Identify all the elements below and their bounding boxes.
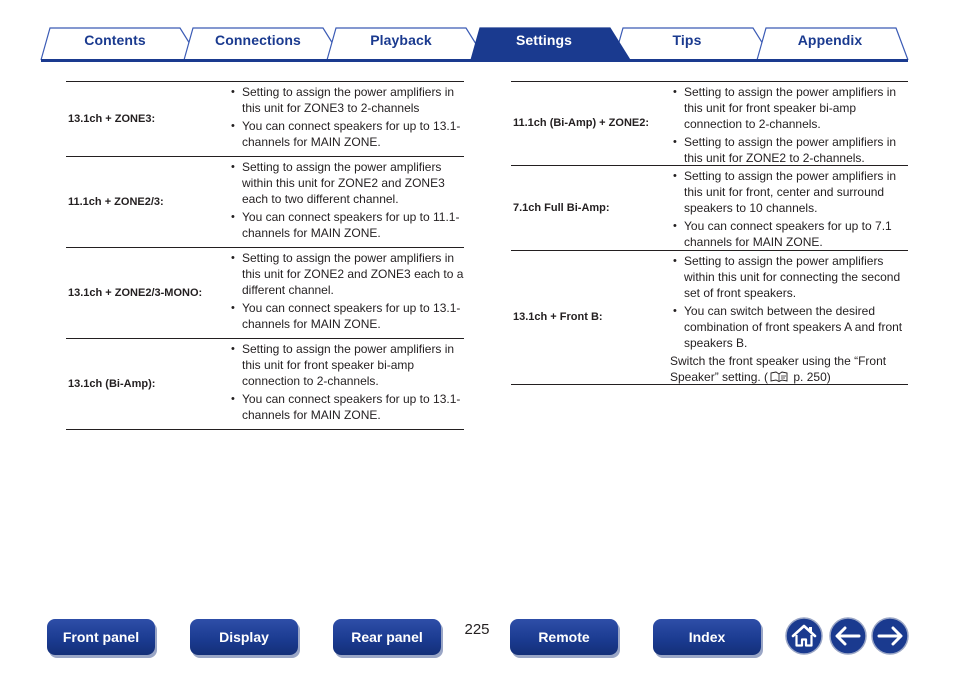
bullet-item: • You can connect speakers for up to 7.1 channels for MAIN ZONE. — [670, 218, 908, 250]
row-label: 13.1ch (Bi-Amp): — [68, 377, 156, 390]
arrow-left-icon[interactable] — [829, 617, 867, 655]
tab-tips[interactable]: Tips — [672, 32, 702, 48]
tab-bar-baseline — [41, 59, 908, 62]
rear-panel-button[interactable]: Rear panel — [333, 619, 441, 655]
note-text-prefix: Switch the front speaker using the “Front Speaker” setting. ( — [670, 354, 887, 384]
book-pointer-icon[interactable] — [770, 371, 788, 382]
bullet-item: • Setting to assign the power amplifiers in this unit for front speaker bi-amp connection to 2-channels. — [670, 84, 908, 132]
tab-contents[interactable]: Contents — [84, 32, 146, 48]
row-description — [228, 248, 464, 338]
row-description — [670, 82, 908, 165]
row-description — [228, 157, 464, 247]
bullet-item: • Setting to assign the power amplifiers in this unit for front, center and surround speakers to 10 channels. — [670, 168, 908, 216]
bullet-item: • You can connect speakers for up to 13.1-channels for MAIN ZONE. — [228, 118, 464, 150]
row-label: 11.1ch (Bi-Amp) + ZONE2: — [513, 117, 650, 129]
table-row — [66, 339, 464, 430]
bullet-item: • Setting to assign the power amplifiers within this unit for connecting the second set of front speakers. — [670, 253, 908, 301]
arrow-right-icon[interactable] — [871, 617, 909, 655]
row-description — [228, 339, 464, 429]
index-button[interactable]: Index — [653, 619, 761, 655]
bullet-item: • Setting to assign the power amplifiers within this unit for ZONE2 and ZONE3 each to two different channel. — [228, 159, 464, 207]
row-label: 11.1ch + ZONE2/3: — [68, 195, 164, 208]
top-tab-bar — [0, 0, 954, 64]
table-row — [511, 166, 908, 251]
tab-appendix[interactable]: Appendix — [797, 32, 863, 48]
bullet-item: • You can connect speakers for up to 11.1-channels for MAIN ZONE. — [228, 209, 464, 241]
table-row — [66, 157, 464, 248]
right-settings-table — [511, 81, 908, 385]
tab-playback[interactable]: Playback — [370, 32, 432, 48]
row-label: 13.1ch + Front B: — [513, 311, 603, 323]
bullet-item: • You can connect speakers for up to 13.1-channels for MAIN ZONE. — [228, 391, 464, 423]
home-icon[interactable] — [785, 617, 823, 655]
bullet-item: • Setting to assign the power amplifiers in this unit for ZONE2 to 2-channels. — [670, 134, 908, 166]
bullet-item: • Setting to assign the power amplifiers in this unit for ZONE2 and ZONE3 each to a different channel. — [228, 250, 464, 298]
table-row — [511, 82, 908, 166]
tab-connections[interactable]: Connections — [215, 32, 301, 48]
row-description — [670, 166, 908, 250]
row-label: 13.1ch + ZONE3: — [68, 112, 156, 125]
row-description — [670, 251, 908, 384]
table-row — [511, 251, 908, 385]
bullet-item: • You can switch between the desired combination of front speakers A and front speakers B. — [670, 303, 908, 351]
bullet-item: • Setting to assign the power amplifiers in this unit for front speaker bi-amp connection to 2-channels. — [228, 341, 464, 389]
remote-button[interactable]: Remote — [510, 619, 618, 655]
bullet-item: • You can connect speakers for up to 13.1-channels for MAIN ZONE. — [228, 300, 464, 332]
row-description — [228, 82, 464, 156]
row-label: 7.1ch Full Bi-Amp: — [513, 201, 610, 214]
display-button[interactable]: Display — [190, 619, 298, 655]
table-row — [66, 248, 464, 339]
left-settings-table — [66, 81, 464, 430]
front-panel-button[interactable]: Front panel — [47, 619, 155, 655]
note-text-suffix: p. 250) — [790, 370, 831, 384]
tab-settings[interactable]: Settings — [515, 32, 573, 48]
page-number: 225 — [464, 621, 490, 638]
table-row — [66, 82, 464, 157]
row-label: 13.1ch + ZONE2/3-MONO: — [68, 286, 203, 299]
bullet-item: • Setting to assign the power amplifiers in this unit for ZONE3 to 2-channels — [228, 84, 464, 116]
front-speaker-note — [670, 353, 908, 385]
